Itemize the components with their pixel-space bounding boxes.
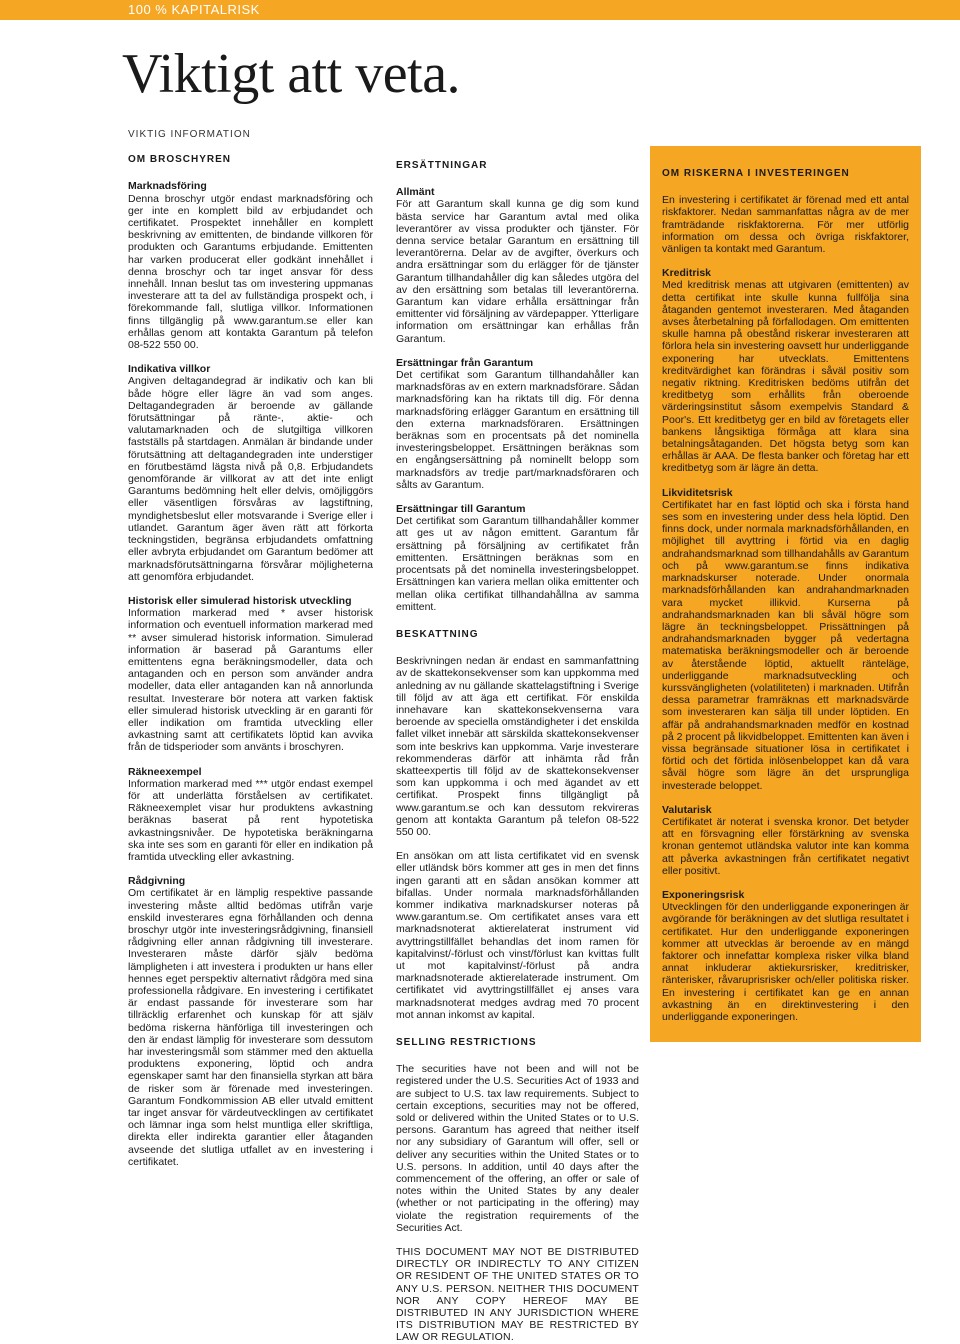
heading-ersattningar: ERSÄTTNINGAR (396, 160, 488, 171)
heading-om-broschyren: OM BROSCHYREN (128, 154, 232, 166)
subheading-historisk-utveckling: Historisk eller simulerad historisk utveckling (128, 594, 352, 607)
subheading-ersattningar-fran: Ersättningar från Garantum (396, 356, 534, 369)
subheading-ersattningar-till: Ersättningar till Garantum (396, 503, 526, 516)
column-ersattningar (396, 160, 639, 1344)
paragraph-likviditetsrisk: Certifikatet har en fast löptid och ska i första hand ses som en investering under dess hela löptid. Den finns dock, under normala marknadsförhållanden, en möjlighet till avyttring i förtid via en daglig andrahandsmarknad som tillhandahålls av Garantum och på www.garantum.se finns indikativa marknadskurser noterade. Under onormala marknadsförhållanden kan andrahandmarknaden vara mycket illikvid. Kurserna på andrahandsmarknaden kan bli såväl högre som lägre än teckningsbeloppet. Prissättningen på andrahandsmarknaden bygger på vedertagna matematiska beräkningsmodeller och är beroende av återstående löptid, aktuellt ränteläge, underliggande marknadsutveckling och kurssvängligheten (volatiliteten) i marknaden. Utifrån dessa parametrar framräknas ett marknadsvärde som investeraren kan sälja till under löptiden. En affär på andrahandsmarknaden medför en kostnad på 2 procent på likvidbeloppet. Emittenten kan även i vissa begränsade situationer lösa in certifikatet i förtid och det förtida inlösenbeloppet kan då vara såväl högre som lägre än det ursprungliga investerade beloppet. (662, 498, 909, 792)
section-label: VIKTIG INFORMATION (128, 129, 251, 140)
capital-risk-tagline: 100 % KAPITALRISK (128, 2, 260, 17)
paragraph-beskattning: Beskrivningen nedan är endast en sammanfattning av de skattekonsekvenser som kan uppkomma med anledning av nu gällande skattelagstiftning i Sverige till följd av att äga ett certifikat. För enskilda innehavare kan skattekonsekvenserna vara beroende av speciella omständigheter i det enskilda fallet vilket innebär att särskilda skattekonsekvenser som inte beskrivs kan uppkomma. Varje investerare rekommenderas därför att inhämta råd från skatteexpertis till följd av de skattekonsekvenser som kan uppkomma i och med ägandet av ett certifikat. Prospekt finns tillgängligt på www.garantum.se och kan dessutom rekvireras genom att kontakta Garantum på telefon 08-522 550 00. (396, 655, 639, 838)
paragraph-historisk-utveckling: Information markerad med * avser historisk information och eventuell information markerad med ** avser simulerad historisk information. Simulerad information är baserad på Garantums eller emittentens egna beräkningsmodeller, data och antaganden och en person som använder andra modeller, data eller antaganden kan nå annorlunda resultat. Investerare bör notera att varken faktisk eller simulerad historisk utveckling är en garanti för eller indikation om framtida utveckling eller avkastning samt att certifikatets löptid kan avvika från de tidsperioder som använts i broschyren. (128, 607, 373, 754)
paragraph-radgivning: Om certifikatet är en lämplig respektive passande investering måste alltid bedömas utifrån varje enskild investerares egna förhållanden och denna broschyr utgör inte investeringsrådgivning, finansiell rådgivning eller annan rådgivning till investerare. Investeraren måste därför själv bedöma lämpligheten i att investera i produkten ur hans eller hennes eget perspektiv alternativt rådgöra med sina professionella rådgivare. En investering i certifikatet är endast passande för investerare som har tillräcklig erfarenhet och kunskap för att själv bedöma riskerna hänförliga till investeringen och den är endast lämplig för investerare som dessutom har investeringsmål som stämmer med den aktuella produktens exponering, löptid och andra egenskaper samt har den finansiella styrkan att bära de risker som är förenade med investeringen. Garantum Fondkommission AB eller utvald emittent tar inget ansvar för värdeutvecklingen av certifikatet och lämnar inga som helst muntliga eller skriftliga, direkta eller indirekta garantier eller åtaganden avseende det slutliga utfallet av en investering i certifikatet. (128, 887, 373, 1168)
paragraph-selling-restrictions: The securities have not been and will not be registered under the U.S. Securities Act of 1933 and are subject to U.S. tax law requirements. Subject to certain exceptions, securities may not be offered, sold or delivered within the United States or to U.S. persons. Garantum has agreed that neither itself nor any subsidiary of Garantum will offer, sell or deliver any securities within the United States or to U.S. persons. In addition, until 40 days after the commencement of the offering, an offer or sale of notes within the United States by any dealer (whether or not participating in the offering) may violate the registration requirements of the Securities Act. (396, 1063, 639, 1234)
column-risker (662, 168, 909, 1023)
subheading-kreditrisk: Kreditrisk (662, 267, 712, 280)
page-title: Viktigt att veta. (122, 43, 461, 105)
column-broschyren (128, 129, 373, 1168)
paragraph-allmant: För att Garantum skall kunna ge dig som kund bästa service har Garantum avtal med olika leverantörer av vissa produkter och tjänster. För denna service betalar Garantum en ersättning till leverantörerna. Delar av de avgifter, överkurs och andra ersättningar som du erlägger för de tjänster Garantum tillhandahåller dig kan således utgöra del av den ersättning som betalas till leverantörerna. Garantum kan vidare erhålla ersättningar från emittenter vid försäljning av värdepapper. Ytterligare information om ersättningar kan erhållas från Garantum. (396, 198, 639, 345)
paragraph-marknadsforing: Denna broschyr utgör endast marknadsföring och ger inte en komplett bild av erbjudandet och certifikatet. Prospektet innehåller en komplett beskrivning av emittenten, de bindande villkoren för produkten och Garantums erbjudande. Emittenten har varken producerat eller godkänt innehållet i denna broschyr och tar inget ansvar för dess innehåll. Innan beslut tas om investering uppmanas investerare att ta del av fullständiga prospekt och, i förekommande fall, slutliga villkor. Informationen finns tillgänglig på www.garantum.se eller kan erhållas genom att kontakta Garantum på telefon 08-522 550 00. (128, 192, 373, 352)
paragraph-listning: En ansökan om att lista certifikatet vid en svensk eller utländsk börs kommer att ges in men det finns ingen garanti att en sådan ansökan kommer att bifallas. Under normala marknadsförhållanden kommer indikativa marknadskurser noteras på www.garantum.se. Om certifikatet anses vara ett marknadsnoterat aktierelaterat instrument vid avyttringstillfället behandlas det inom ramen för kapitalvinst/-förlust och vinst/förlust kan kvittas fullt ut mot kapitalvinst/-förlust på andra marknadsnoterade aktierelaterade instrument. Om certifikatet vid avyttringstillfället ej anses vara marknadsnoterat medges avdrag med 70 procent mot annan inkomst av kapital. (396, 850, 639, 1021)
paragraph-valutarisk: Certifikatet är noterat i svenska kronor. Det betyder att en försvagning eller förstärkning av svenska kronan gentemot utländska valutor inte kan komma att påverka avkastningen från certifikatet negativt eller positivt. (662, 815, 909, 877)
subheading-radgivning: Rådgivning (128, 875, 186, 888)
paragraph-kreditrisk: Med kreditrisk menas att utgivaren (emittenten) av detta certifikat inte skulle kunna fullfölja sina åtaganden gentemot investeraren. Med åtaganden avses återbetalning på förfallodagen. Om emittenten skulle hamna på obestånd riskerar investeraren att förlora hela sin investering oavsett hur underliggande exponering har utvecklats. Emittentens kreditvärdighet kan förändras i såväl positiv som negativ riktning. Kreditrisken bedöms utifrån det kreditbetyg som erhållits från oberoende värderingsinstitut såsom exempelvis Standard & Poor's. Ett kreditbetyg ger en bild av företagets eller bankens långsiktiga förmåga att klara sina betalningsåtaganden. Det högsta betyg som kan erhållas är AAA. De flesta banker och företag har ett kreditbetyg som är lägre än detta. (662, 279, 909, 475)
subheading-exponeringsrisk: Exponeringsrisk (662, 888, 745, 901)
top-banner (0, 0, 960, 20)
paragraph-ersattningar-fran: Det certifikat som Garantum tillhandahåller kan marknadsföras av en extern marknadsförare. Sådan marknadsföring kan ha riktats till dig. För denna marknadsföring erlägger Garantum en ersättning till den externa marknadsföraren. Ersättningen beräknas som en procentsats på det nominella investeringsbeloppet. Ersättningen beräknas som en engångsersättning på nominellt belopp som marknadsförs av tredje part/marknadsföraren och sålts av Garantum. (396, 369, 639, 491)
subheading-indikativa-villkor: Indikativa villkor (128, 363, 211, 376)
paragraph-exponeringsrisk: Utvecklingen för den underliggande exponeringen är avgörande för beräkningen av det slutliga resultatet i certifikatet. Hur den underliggande exponeringen kommer att utvecklas är beroende av en mängd faktorer och innefattar komplexa risker vilka bland annat inkluderar aktiekursrisker, kreditrisker, ränterisker, råvaruprisrisker och/eller politiska risker. En investering i certifikatet kan ge en annan avkastning än en direktinvestering i den underliggande exponeringen. (662, 901, 909, 1023)
heading-om-riskerna: OM RISKERNA I INVESTERINGEN (662, 168, 850, 179)
paragraph-distribution-notice: THIS DOCUMENT MAY NOT BE DISTRIBUTED DIRECTLY OR INDIRECTLY TO ANY CITIZEN OR RESIDENT OF THE UNITED STATES OR TO ANY U.S. PERSON. NEITHER THIS DOCUMENT NOR ANY COPY HEREOF MAY BE DISTRIBUTED IN ANY JURISDICTION WHERE ITS DISTRIBUTION MAY BE RESTRICTED BY LAW OR REGULATION. (396, 1246, 639, 1344)
subheading-marknadsforing: Marknadsföring (128, 180, 207, 193)
paragraph-risk-intro: En investering i certifikatet är förenad med ett antal riskfaktorer. Nedan sammanfattas några av de mer framträdande riskfaktorerna. För mer utförlig information om dessa och övriga riskfaktorer, vänligen ta kontakt med Garantum. (662, 194, 909, 256)
heading-beskattning: BESKATTNING (396, 628, 479, 640)
subheading-likviditetsrisk: Likviditetsrisk (662, 486, 733, 499)
paragraph-ersattningar-till: Det certifikat som Garantum tillhandahåller kommer att ges ut av någon emittent. Garantum får ersättning på försäljning av certifikatet från emittenten. Ersättningen beräknas som en procentsats på det nominella investeringsbeloppet. Ersättningen kan variera mellan olika emittenter och mellan olika certifikat tillhandahållna av samma emittent. (396, 515, 639, 613)
paragraph-rakneexempel: Information markerad med *** utgör endast exempel för att underlätta förståelsen av certifikatet. Räkneexemplet visar hur produktens avkastning beräknas baserat på rent hypotetiska avkastningsnivåer. De hypotetiska beräkningarna ska inte ses som en garanti för eller en indikation på framtida utveckling eller avkastning. (128, 777, 373, 863)
heading-selling-restrictions: SELLING RESTRICTIONS (396, 1037, 537, 1048)
subheading-allmant: Allmänt (396, 186, 435, 199)
subheading-rakneexempel: Räkneexempel (128, 765, 202, 778)
paragraph-indikativa-villkor: Angiven deltagandegrad är indikativ och kan bli både högre eller lägre än vad som anges. Deltagandegraden är beroende av gällande förutsättningar på ränte-, aktie- och valutamarknaden och de slutgiltiga villkoren fastställs på startdagen. Anmälan är bindande under förutsättning att deltagandegraden inte understiger en förutbestämd lägsta nivå på 0,8. Erbjudandets genomförande är villkorat av att det inte enligt Garantums bedömning helt eller delvis, omöjliggörs eller väsentligen försvåras av lagstiftning, myndighetsbeslut eller motsvarande i Sverige eller i utlandet. Garantum äger även rätt att förkorta teckningstiden, begränsa erbjudandets omfattning eller avbryta erbjudandet om Garantum bedömer att marknadsförutsättningarna försvårar möjligheterna att genomföra erbjudandet. (128, 375, 373, 583)
subheading-valutarisk: Valutarisk (662, 803, 712, 816)
